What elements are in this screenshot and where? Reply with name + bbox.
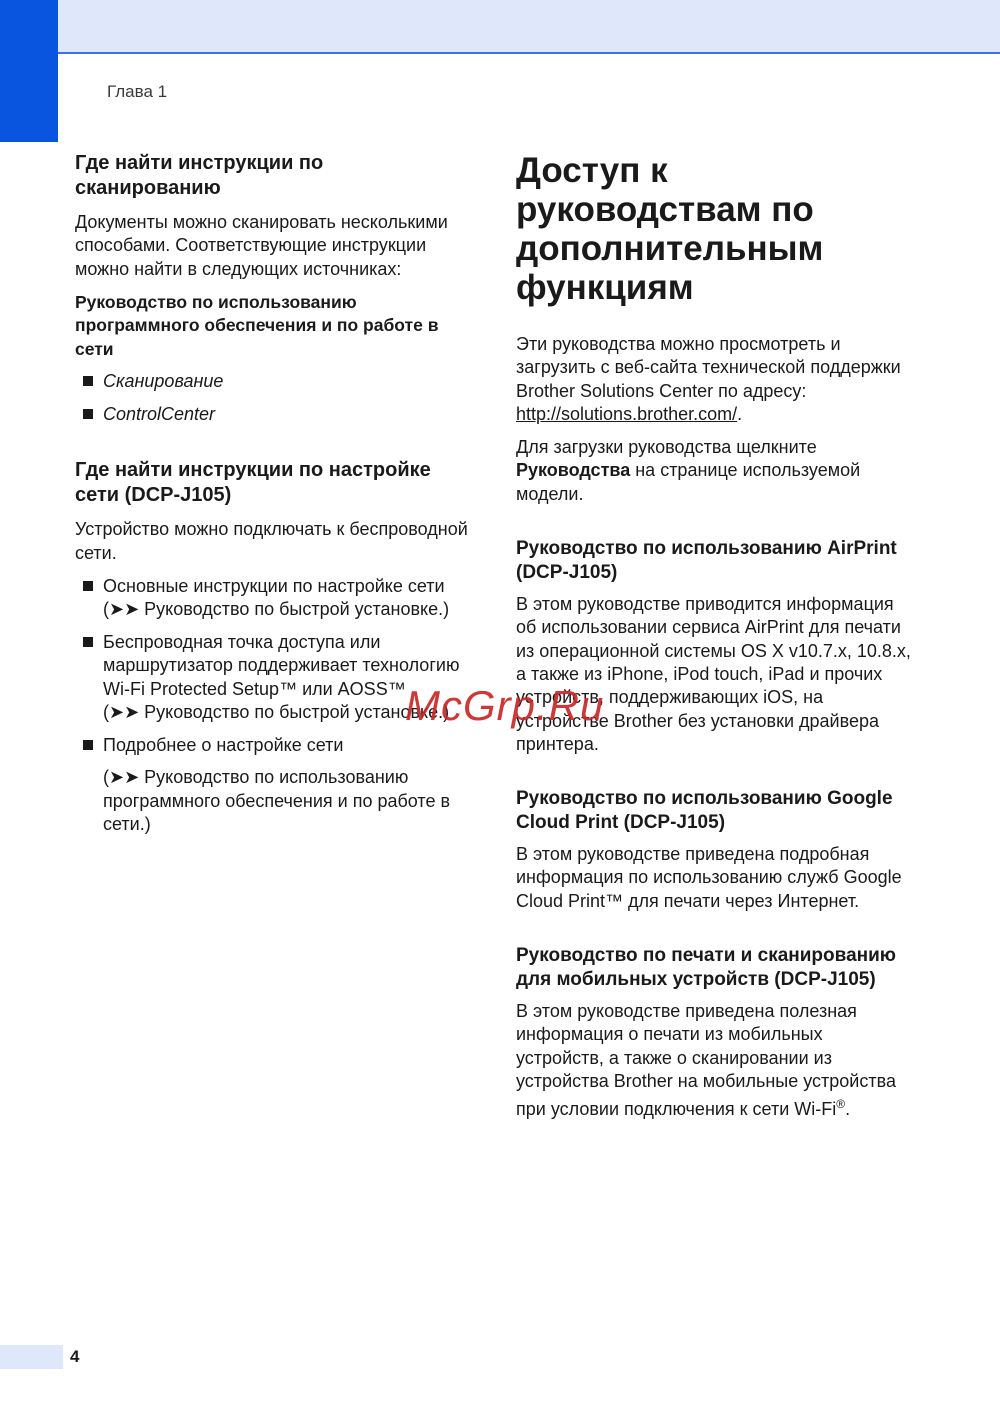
reference: (➤➤ Руководство по использованию программного обеспечения и по работе в сети.) bbox=[103, 767, 451, 835]
bullet-square-icon bbox=[83, 376, 93, 386]
reference: (➤➤ Руководство по быстрой установке.) bbox=[103, 599, 450, 620]
left-column bbox=[75, 151, 470, 846]
network-heading: Где найти инструкции по настройке сети (DCP-J105) bbox=[75, 459, 431, 507]
cloud-heading: Руководство по использованию Google Cloud Print (DCP-J105) bbox=[516, 788, 893, 833]
list-item: Подробнее о настройке сети (➤➤ Руководство по использованию программного обеспечения и по работе в сети.) bbox=[75, 734, 470, 837]
scan-list bbox=[75, 370, 470, 426]
airprint-heading: Руководство по использованию AirPrint (DCP-J105) bbox=[516, 538, 897, 583]
cloud-text: В этом руководстве приведена подробная информация по использованию служб Google Cloud Print™ для печати через Интернет. bbox=[516, 844, 902, 911]
list-item: Беспроводная точка доступа или маршрутизатор поддерживает технологию Wi-Fi Protected Setup™ или AOSS™ (➤➤ Руководство по быстрой установке.) bbox=[75, 631, 470, 725]
bullet-square-icon bbox=[83, 740, 93, 750]
bullet-square-icon bbox=[83, 637, 93, 647]
airprint-text: В этом руководстве приводится информация об использовании сервиса AirPrint для печати из операционной системы OS X v10.7.x, 10.8.x, а также из iPhone, iPod touch, iPad и прочих устройств, поддерживающих iOS, на устройстве Brother без установки драйвера принтера. bbox=[516, 594, 911, 754]
reference: (➤➤ Руководство по быстрой установке.) bbox=[103, 702, 450, 723]
solutions-link[interactable]: http://solutions.brother.com/ bbox=[516, 403, 738, 424]
network-intro: Устройство можно подключать к беспроводной сети. bbox=[75, 519, 468, 563]
mobile-text: В этом руководстве приведена полезная информация о печати из мобильных устройств, а также о сканировании из устройства Brother на мобильные устройства при условии подключения к сети Wi-Fi®. bbox=[516, 1001, 896, 1120]
header-band bbox=[0, 0, 1000, 54]
download-paragraph: Для загрузки руководства щелкните Руководства на странице используемой модели. bbox=[516, 437, 861, 504]
page-number: 4 bbox=[70, 1347, 80, 1366]
list-item: Основные инструкции по настройке сети (➤➤ Руководство по быстрой установке.) bbox=[75, 575, 470, 622]
intro-paragraph: Эти руководства можно просмотреть и загрузить с веб-сайта технической поддержки Brother Solutions Center по адресу: http://solutions.brother.com/. bbox=[516, 334, 901, 424]
list-item: Сканирование bbox=[75, 370, 470, 394]
list-item: ControlCenter bbox=[75, 403, 470, 427]
mobile-heading: Руководство по печати и сканированию для мобильных устройств (DCP-J105) bbox=[516, 945, 897, 990]
bullet-square-icon bbox=[83, 581, 93, 591]
scan-heading: Где найти инструкции по сканированию bbox=[75, 152, 324, 199]
watermark: McGrp.Ru bbox=[405, 682, 605, 729]
chapter-tab bbox=[0, 0, 58, 142]
right-column bbox=[516, 151, 911, 1132]
chapter-label: Глава 1 bbox=[107, 82, 168, 101]
scan-intro: Документы можно сканировать несколькими способами. Соответствующие инструкции можно найти в следующих источниках: bbox=[75, 212, 448, 279]
scan-subheading: Руководство по использованию программного обеспечения и по работе в сети bbox=[75, 291, 439, 359]
footer-band bbox=[0, 1345, 63, 1369]
bullet-square-icon bbox=[83, 409, 93, 419]
page-title: Доступ к руководствам по дополнительным функциям bbox=[516, 151, 824, 307]
